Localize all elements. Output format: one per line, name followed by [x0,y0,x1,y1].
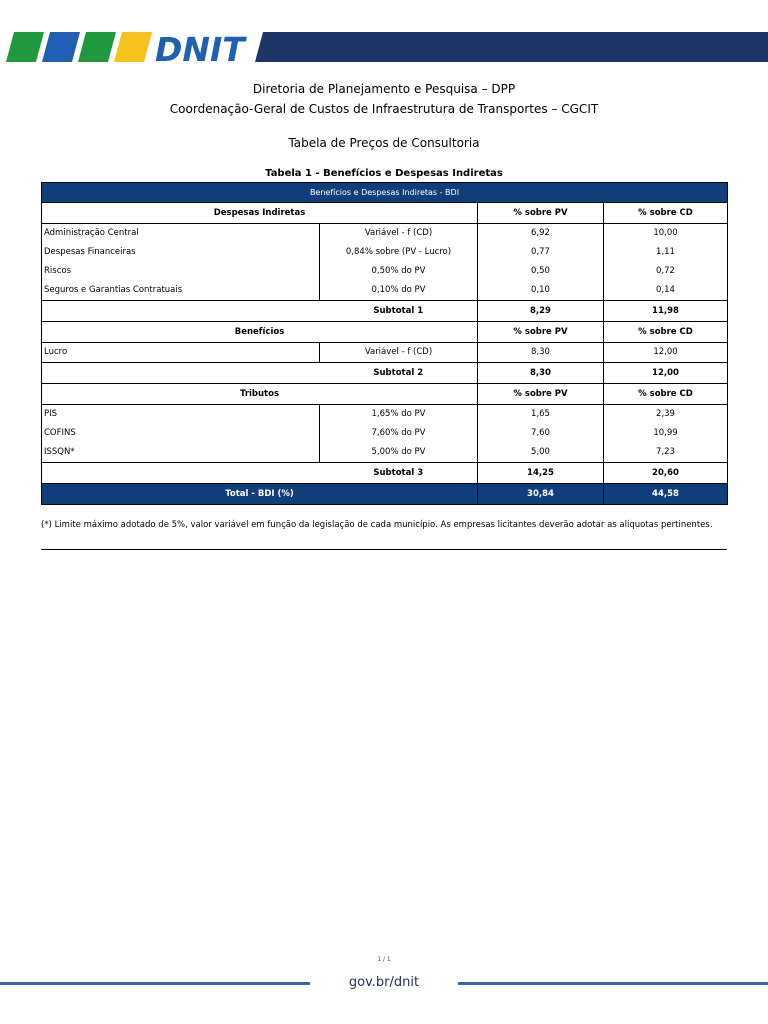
subtotal-pv: 8,30 [478,363,604,384]
row-basis: Variável - f (CD) [320,343,478,363]
subtotal-row [42,301,728,322]
section-header-row [42,322,728,343]
header-navy-bar [255,32,768,62]
footnote-divider [41,549,727,550]
subtotal-spacer [42,463,320,484]
row-pv: 0,50 [478,262,604,281]
table-row [42,262,728,281]
logo-text: DNIT [155,30,245,69]
footer-line-right [458,982,768,985]
table-row [42,443,728,463]
table-row [42,424,728,443]
column-header-pv: % sobre PV [478,384,604,405]
row-pv: 1,65 [478,405,604,425]
row-basis: 5,00% do PV [320,443,478,463]
row-pv: 0,77 [478,243,604,262]
logo-green-stripe-2 [78,32,116,62]
footnote: (*) Limite máximo adotado de 5%, valor variável em função da legislação de cada município. As empresas licitantes deverão adotar as alíquotas pertinentes. [41,520,713,530]
row-basis: 1,65% do PV [320,405,478,425]
heading-directorate: Diretoria de Planejamento e Pesquisa – DPP [252,82,516,96]
row-basis: 0,50% do PV [320,262,478,281]
row-cd: 10,99 [604,424,728,443]
table-banner: Benefícios e Despesas Indiretas - BDI [42,183,728,203]
row-name: Despesas Financeiras [42,243,320,262]
row-name: Seguros e Garantias Contratuais [42,281,320,301]
subtotal-pv: 8,29 [478,301,604,322]
heading-coordination: Coordenação-Geral de Custos de Infraestrutura de Transportes – CGCIT [169,102,599,116]
table-row [42,281,728,301]
column-header-pv: % sobre PV [478,203,604,224]
row-pv: 6,92 [478,224,604,244]
subtotal-spacer [42,301,320,322]
bdi-table [41,182,728,505]
subtotal-cd: 12,00 [604,363,728,384]
subtotal-pv: 14,25 [478,463,604,484]
row-basis: 0,10% do PV [320,281,478,301]
row-name: Riscos [42,262,320,281]
subtotal-cd: 20,60 [604,463,728,484]
row-pv: 5,00 [478,443,604,463]
row-cd: 0,72 [604,262,728,281]
subtotal-spacer [42,363,320,384]
column-header-cd: % sobre CD [604,322,728,343]
row-pv: 8,30 [478,343,604,363]
section-header-row [42,384,728,405]
footer-line-left [0,982,310,985]
subtotal-label: Subtotal 3 [320,463,478,484]
section-header-row [42,203,728,224]
column-header-cd: % sobre CD [604,203,728,224]
column-header-cd: % sobre CD [604,384,728,405]
row-basis: 7,60% do PV [320,424,478,443]
row-cd: 12,00 [604,343,728,363]
row-name: Administração Central [42,224,320,244]
section-header-tributos: Tributos [42,384,478,405]
row-cd: 1,11 [604,243,728,262]
table-banner-row [42,183,728,203]
row-name: PIS [42,405,320,425]
header-banner [0,0,768,80]
row-name: ISSQN* [42,443,320,463]
table-row [42,224,728,244]
subtotal-label: Subtotal 1 [320,301,478,322]
subtotal-row [42,463,728,484]
subtotal-cd: 11,98 [604,301,728,322]
subtotal-label: Subtotal 2 [320,363,478,384]
footer-site-link[interactable]: gov.br/dnit [348,975,420,990]
table-row [42,405,728,425]
row-cd: 7,23 [604,443,728,463]
total-row [42,484,728,505]
subtotal-row [42,363,728,384]
logo-blue-stripe [42,32,80,62]
row-cd: 2,39 [604,405,728,425]
total-label: Total - BDI (%) [42,484,478,505]
logo-green-stripe [6,32,44,62]
row-name: Lucro [42,343,320,363]
section-header-beneficios: Benefícios [42,322,478,343]
total-pv: 30,84 [478,484,604,505]
table-title: Tabela 1 - Benefícios e Despesas Indiretas [265,168,503,179]
row-pv: 0,10 [478,281,604,301]
section-header-despesas: Despesas Indiretas [42,203,478,224]
row-name: COFINS [42,424,320,443]
logo-yellow-stripe [114,32,152,62]
total-cd: 44,58 [604,484,728,505]
table-row [42,243,728,262]
row-cd: 0,14 [604,281,728,301]
table-row [42,343,728,363]
row-basis: Variável - f (CD) [320,224,478,244]
row-basis: 0,84% sobre (PV - Lucro) [320,243,478,262]
row-cd: 10,00 [604,224,728,244]
heading-document-title: Tabela de Preços de Consultoria [288,136,480,150]
page-number: 1 / 1 [377,956,391,963]
row-pv: 7,60 [478,424,604,443]
column-header-pv: % sobre PV [478,322,604,343]
